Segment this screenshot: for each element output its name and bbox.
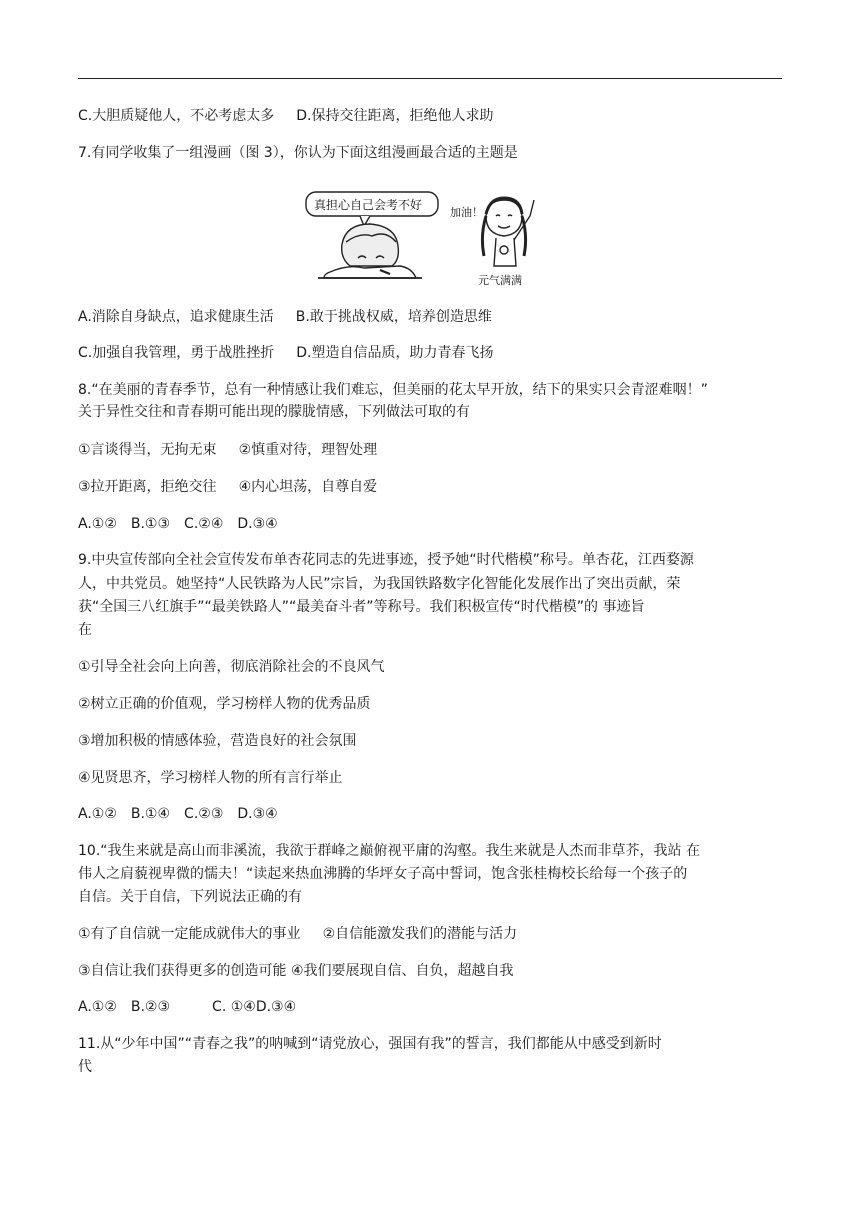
q10-statements-34: ③自信让我们获得更多的创造可能 ④我们要展现自信、自负，超越自我 [78, 963, 514, 979]
q7-options-cd [78, 343, 782, 363]
q9-statement-4: ④见贤思齐，学习榜样人物的所有言行举止 [78, 770, 343, 786]
q7-option-c: C.加强自我管理，勇于战胜挫折 [78, 345, 275, 361]
q8-answer-options: A.①② B.①③ C.②④ D.③④ [78, 516, 278, 532]
cheer-text: 加油！ [450, 206, 483, 219]
q9-stem-line1: 9.中央宣传部向全社会宣传发布单杏花同志的先进事迹，授予她“时代楷模”称号。单杏花，江西婺源 [78, 552, 694, 568]
q8-statement-2: ②慎重对待，理智处理 [238, 442, 378, 458]
q10-statement-1: ①有了自信就一定能成就伟大的事业 [78, 926, 301, 942]
q8-statement-3: ③拉开距离，拒绝交往 [78, 479, 217, 495]
q9-stem-line3: 获“全国三八红旗手”“最美铁路人”“最美奋斗者”等称号。我们积极宣传“时代楷模”的 事迹旨 [78, 599, 645, 615]
q9-statement-1: ①引导全社会向上向善，彻底消除社会的不良风气 [78, 659, 385, 675]
q7-option-b: B.敢于挑战权威，培养创造思维 [295, 309, 492, 325]
q10-stem-line3: 自信。关于自信，下列说法正确的有 [78, 889, 302, 905]
q8-stem-line2: 关于异性交往和青春期可能出现的朦胧情感，下列做法可取的有 [78, 404, 470, 420]
q11-stem-line2: 代 [78, 1059, 92, 1075]
q9-stem-line2: 人，中共党员。她坚持“人民铁路为人民”宗旨，为我国铁路数字化智能化发展作出了突出贡献，荣 [78, 576, 681, 592]
q7-option-d: D.塑造自信品质，助力青春飞扬 [296, 345, 494, 361]
q8-statements-12 [78, 440, 782, 460]
q10-answer-options: A.①② B.②③ C. ①④D.③④ [78, 999, 297, 1015]
q8-statements-34 [78, 477, 782, 497]
q8-stem-line1: 8.“在美丽的青春季节，总有一种情感让我们难忘，但美丽的花太早开放，结下的果实只会青涩难咽！” [78, 382, 708, 398]
q6-options-cd [78, 106, 782, 126]
cartoon-caption: 元气满满 [478, 274, 522, 287]
speech-bubble-text: 真担心自己会考不好 [314, 198, 423, 212]
q10-stem-line2: 伟人之肩藐视卑微的懦夫！“读起来热血沸腾的华坪女子高中誓词，饱含张桂梅校长给每一个孩子的 [78, 866, 688, 882]
q9-stem-line4: 在 [78, 622, 92, 638]
q6-option-d: D.保持交往距离，拒绝他人求助 [296, 108, 494, 124]
q11-stem-line1: 11.从“少年中国”“青春之我”的呐喊到“请党放心，强国有我”的誓言，我们都能从中感受到新时 [78, 1036, 662, 1052]
q10-statement-2: ②自信能激发我们的潜能与活力 [322, 926, 518, 942]
q7-option-a: A.消除自身缺点，追求健康生活 [78, 309, 274, 325]
q9-answer-options: A.①② B.①④ C.②③ D.③④ [78, 806, 278, 822]
q10-stem-line1: 10.“我生来就是高山而非溪流，我欲于群峰之巅俯视平庸的沟壑。我生来就是人杰而非草芥，我站 在 [78, 843, 700, 859]
q7-options-ab [78, 307, 782, 327]
q9-statement-2: ②树立正确的价值观，学习榜样人物的优秀品质 [78, 696, 371, 712]
q9-statement-3: ③增加积极的情感体验，营造良好的社会氛围 [78, 733, 357, 749]
cheerful-girl-illustration [482, 198, 534, 266]
header-rule [78, 78, 782, 79]
q8-statement-1: ①言谈得当，无拘无束 [78, 442, 217, 458]
q10-statements-12 [78, 924, 782, 944]
q6-option-c: C.大胆质疑他人，不必考虑太多 [78, 108, 275, 124]
q8-statement-4: ④内心坦荡，自尊自爱 [238, 479, 378, 495]
q7-stem: 7.有同学收集了一组漫画（图 3），你认为下面这组漫画最合适的主题是 [78, 145, 518, 161]
q7-cartoon-figure [300, 186, 558, 292]
